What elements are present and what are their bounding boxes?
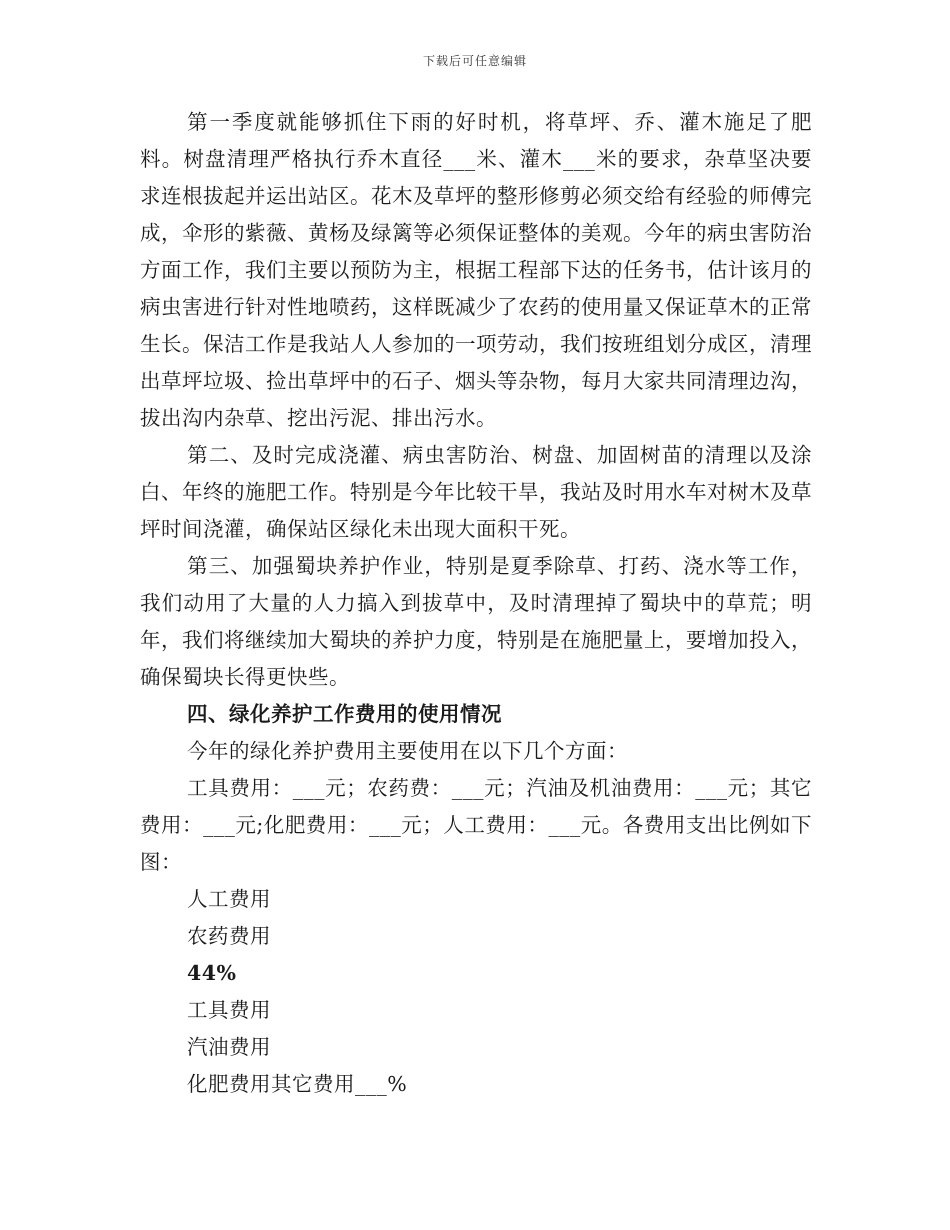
chart-label-percent: 44% [187,961,237,985]
paragraph-third: 第三、加强蜀块养护作业，特别是夏季除草、打药、浇水等工作，我们动用了大量的人力搞入到拔草中，及时清理掉了蜀块中的草荒；明年，我们将继续加大蜀块的养护力度，特别是在施肥量上，要增加投入，确保蜀块长得更快些。 [140,554,812,689]
paragraph-costs: 工具费用：___元；农药费：___元；汽油及机油费用：___元；其它费用：___元;化肥费用：___元；人工费用：___元。各费用支出比例如下图： [140,776,812,874]
paragraph-second: 第二、及时完成浇灌、病虫害防治、树盘、加固树苗的清理以及涂白、年终的施肥工作。特别是今年比较干旱，我站及时用水车对树木及草坪时间浇灌，确保站区绿化未出现大面积干死。 [140,443,812,541]
paragraph-intro: 今年的绿化养护费用主要使用在以下几个方面： [187,739,628,763]
chart-label-pesticide: 农药费用 [187,924,271,948]
page-header: 下载后可任意编辑 [422,54,527,68]
section-heading-four: 四、绿化养护工作费用的使用情况 [187,702,502,726]
chart-label-tools: 工具费用 [187,998,271,1022]
chart-label-fertilizer-other: 化肥费用其它费用___% [187,1072,408,1096]
chart-label-labor: 人工费用 [187,887,271,911]
paragraph-first-quarter: 第一季度就能够抓住下雨的好时机，将草坪、乔、灌木施足了肥料。树盘清理严格执行乔木直径___米、灌木___米的要求，杂草坚决要求连根拔起并运出站区。花木及草坪的整形修剪必须交给有经验的师傅完成，伞形的紫薇、黄杨及绿篱等必须保证整体的美观。今年的病虫害防治方面工作，我们主要以预防为主，根据工程部下达的任务书，估计该月的病虫害进行针对性地喷药，这样既减少了农药的使用量又保证草木的正常生长。保洁工作是我站人人参加的一项劳动，我们按班组划分成区，清理出草坪垃圾、捡出草坪中的石子、烟头等杂物，每月大家共同清理边沟，拔出沟内杂草、挖出污泥、排出污水。 [140,110,812,430]
chart-label-fuel: 汽油费用 [187,1035,271,1059]
document-body [140,104,812,1103]
